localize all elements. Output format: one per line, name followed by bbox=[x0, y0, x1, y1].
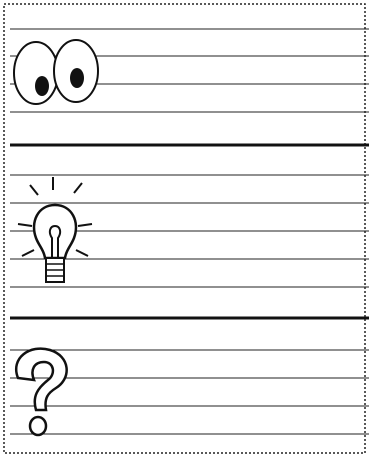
question-section bbox=[10, 349, 369, 435]
idea-section bbox=[10, 175, 369, 318]
eyes-icon bbox=[14, 40, 98, 104]
lightbulb-icon bbox=[18, 177, 92, 282]
question-mark-icon bbox=[16, 349, 66, 435]
observe-section bbox=[10, 29, 369, 145]
